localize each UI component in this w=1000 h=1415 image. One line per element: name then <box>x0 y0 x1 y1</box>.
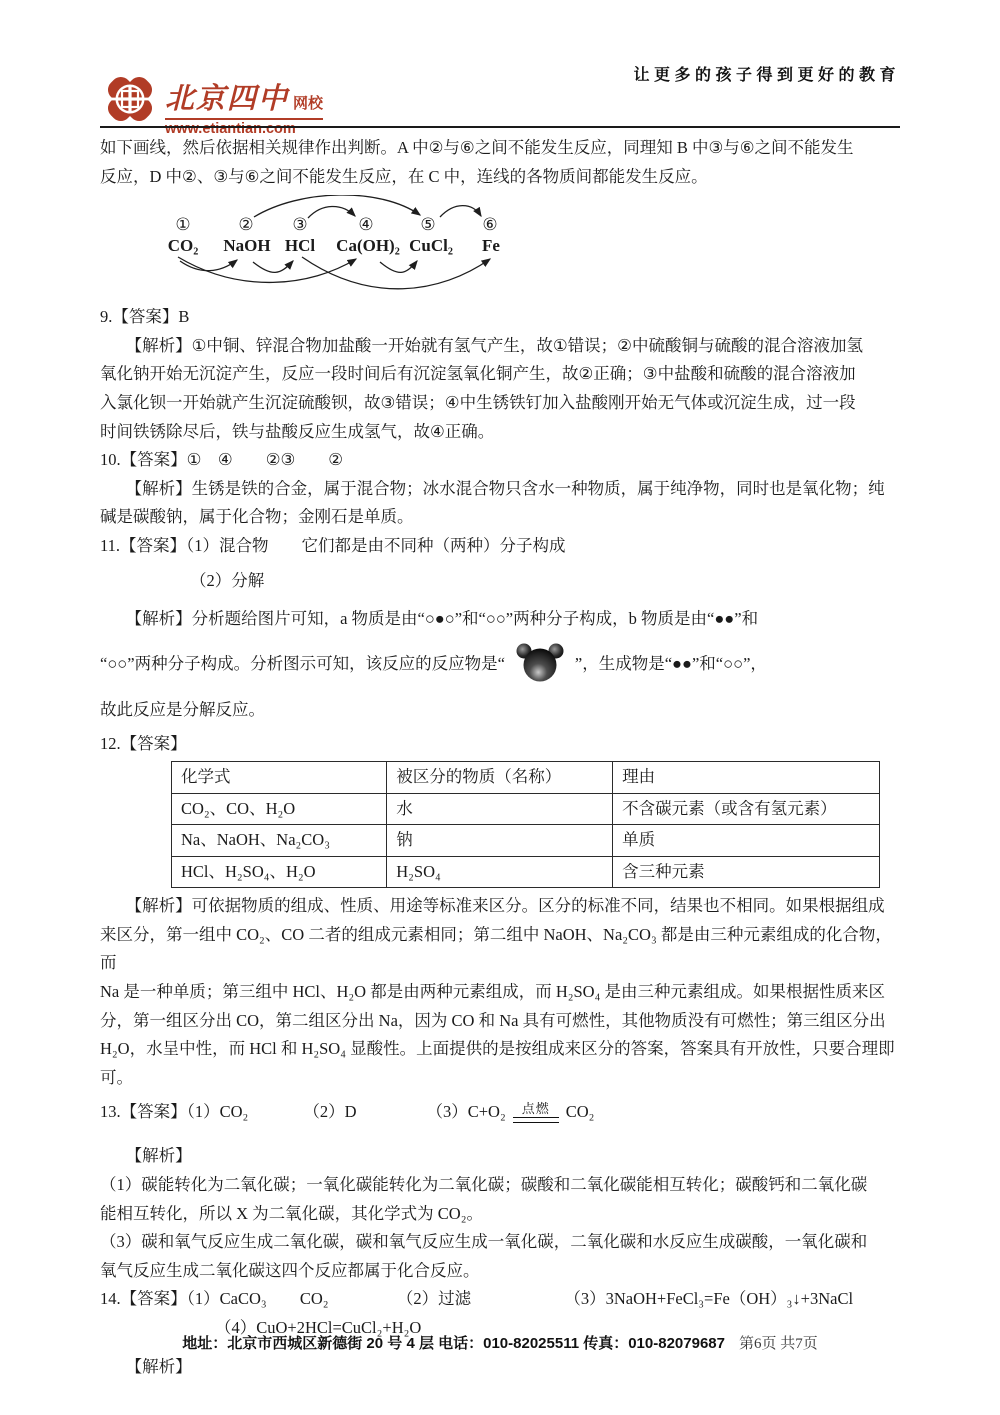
text-line: 【解析】可依据物质的组成、性质、用途等标准来区分。区分的标准不同，结果也不相同。如果根据组成 <box>125 896 885 916</box>
table-cell: 含三种元素 <box>613 856 880 888</box>
text-line: 反应，D 中②、③与⑥之间不能发生反应，在 C 中，连线的各物质间都能发生反应。 <box>100 166 708 186</box>
text-line: （1）碳能转化为二氧化碳；一氧化碳能转化为二氧化碳；碳酸和二氧化碳能相互转化；碳酸钙和二氧化碳 <box>100 1175 868 1195</box>
text-line: 氧气反应生成二氧化碳这四个反应都属于化合反应。 <box>100 1260 480 1280</box>
table-cell: H₂SO₄ <box>387 856 613 888</box>
text-line: H₂O，水呈中性，而 HCl 和 H₂SO₄ 显酸性。上面提供的是按组成来区分的答案，答案具有开放性，只要合理即 <box>100 1039 895 1059</box>
q11-answer-1: 11.【答案】（1）混合物 它们都是由不同种（两种）分子构成 <box>100 535 566 555</box>
text-line: 可。 <box>100 1067 133 1087</box>
diagram-formula-caoh2: Ca(OH)₂ <box>336 236 400 256</box>
page-footer <box>0 1332 1000 1353</box>
table-cell: Na、NaOH、Na₂CO₃ <box>172 825 387 857</box>
q9-analysis <box>100 332 900 446</box>
q11-analysis-after-molecule: ”，生成物是“●●”和“○○”， <box>574 654 767 674</box>
table-header-reason: 理由 <box>613 761 880 793</box>
table-cell: HCl、H₂SO₄、H₂O <box>172 856 387 888</box>
diagram-formula-cucl2: CuCl₂ <box>409 236 453 256</box>
diagram-number-3: ③ <box>292 215 308 235</box>
text-line: 时间铁锈除尽后，铁与盐酸反应生成氢气，故④正确。 <box>100 421 495 441</box>
diagram-number-5: ⑤ <box>420 215 436 235</box>
ignition-condition-label: 点燃 <box>521 1100 550 1116</box>
text-line: 碱是碳酸钠，属于化合物；金刚石是单质。 <box>100 507 414 527</box>
page-header <box>0 0 1000 137</box>
diagram-number-2: ② <box>238 215 254 235</box>
text-line: 入氯化钡一开始就产生沉淀硫酸钡，故③错误；④中生锈铁钉加入盐酸刚开始无气体或沉淀生成，过一段 <box>100 392 856 412</box>
diagram-formula-fe: Fe <box>482 236 500 256</box>
q10-answer: 10.【答案】① ④ ②③ ② <box>100 450 344 470</box>
table-header-row <box>172 761 880 793</box>
q13-answer-part3: （3）C+O₂ <box>426 1102 506 1122</box>
diagram-number-6: ⑥ <box>482 215 498 235</box>
molecule-model-icon <box>513 639 567 685</box>
header-rule <box>100 126 900 128</box>
q14-part3: （3）3NaOH+FeCl₃=Fe（OH）₃↓+3NaCl <box>564 1289 854 1309</box>
table-row <box>172 793 880 825</box>
q11-analysis-line-2 <box>100 634 900 696</box>
q14-answer-line-1 <box>100 1285 900 1314</box>
q14-answer-line-2: （4）CuO+2HCl=CuCl₂+H₂O <box>215 1318 422 1337</box>
table-cell: 单质 <box>613 825 880 857</box>
table-header-substance: 被区分的物质（名称） <box>387 761 613 793</box>
text-line: 分，第一组区分出 CO，第二组区分出 Na，因为 CO 和 Na 具有可燃性，其他物质没有可燃性；第三组区分出 <box>100 1010 886 1030</box>
q13-analysis-label: 【解析】 <box>125 1146 192 1166</box>
table-cell: CO₂、CO、H₂O <box>172 793 387 825</box>
q11-analysis-line-1: 【解析】分析题给图片可知，a 物质是由“○●○”和“○○”两种分子构成，b 物质是由“●●”和 <box>125 609 759 629</box>
footer-page-number: 第6页 共7页 <box>738 1336 818 1352</box>
q13-answer-part2: （2）D <box>303 1102 357 1122</box>
q12-answer-label: 12.【答案】 <box>100 734 187 754</box>
q13-answer-part1: 13.【答案】（1）CO₂ <box>100 1102 249 1122</box>
diagram-formula-hcl: HCl <box>284 236 316 256</box>
brand-url: www.etiantian.com <box>165 118 323 137</box>
double-equals-line <box>513 1117 559 1123</box>
q11-analysis-line-3: 故此反应是分解反应。 <box>100 699 265 719</box>
text-line: 能相互转化，所以 X 为二氧化碳，其化学式为 CO₂。 <box>100 1203 483 1223</box>
table-cell: 水 <box>387 793 613 825</box>
q13-answer-product: CO₂ <box>565 1102 595 1122</box>
diagram-number-1: ① <box>175 215 191 235</box>
q10-analysis <box>100 475 900 532</box>
q14-part1b: CO₂ <box>299 1289 329 1309</box>
q13-analysis <box>100 1171 900 1285</box>
q14-part2: （2）过滤 <box>396 1289 472 1309</box>
q12-table <box>171 761 880 888</box>
text-line: Na 是一种单质；第三组中 HCl、H₂O 都是由两种元素组成，而 H₂SO₄ 是由三种元素组成。如果根据性质来区 <box>100 982 885 1002</box>
text-line: 氧化钠开始无沉淀产生，反应一段时间后有沉淀氢氧化铜产生，故②正确；③中盐酸和硫酸的混合溶液加 <box>100 364 856 384</box>
brand-name: 北京四中 <box>165 83 290 115</box>
header-slogan: 让更多的孩子得到更好的教育 <box>633 67 900 84</box>
diagram-formula-co2: CO₂ <box>167 236 199 256</box>
ignition-condition-equals <box>513 1102 559 1123</box>
footer-contact: 地址：北京市西城区新德街 20 号 4 层 电话：010-82025511 传真：010-82079687 <box>182 1335 725 1352</box>
school-emblem-icon <box>103 72 157 126</box>
reaction-diagram <box>150 195 580 291</box>
q13-answer <box>100 1092 900 1132</box>
brand-suffix: 网校 <box>293 95 324 112</box>
q9-answer: 9.【答案】B <box>100 307 190 327</box>
text-line: （3）碳和氧气反应生成二氧化碳，碳和氧气反应生成一氧化碳，二氧化碳和水反应生成碳酸，一氧化碳和 <box>100 1232 868 1252</box>
text-line: 【解析】①中铜、锌混合物加盐酸一开始就有氢气产生，故①错误；②中硫酸铜与硫酸的混合溶液加氢 <box>125 335 863 355</box>
table-cell: 不含碳元素（或含有氢元素） <box>613 793 880 825</box>
text-line: 【解析】生锈是铁的合金，属于混合物；冰水混合物只含水一种物质，属于纯净物，同时也是氧化物；纯 <box>125 478 885 498</box>
intro-paragraph <box>100 134 900 191</box>
q11-analysis-before-molecule: “○○”两种分子构成。分析图示可知，该反应的反应物是“ <box>100 654 505 674</box>
document-body <box>0 128 1000 1381</box>
q14-part1: 14.【答案】（1）CaCO₃ <box>100 1289 267 1309</box>
diagram-number-4: ④ <box>358 215 374 235</box>
text-line: 来区分，第一组中 CO₂、CO 二者的组成元素相同；第二组中 NaOH、Na₂CO₃ 都是由三种元素组成的化合物，而 <box>100 924 892 973</box>
q12-analysis <box>100 892 900 1092</box>
table-row <box>172 825 880 857</box>
table-cell: 钠 <box>387 825 613 857</box>
table-header-formula: 化学式 <box>172 761 387 793</box>
q11-answer-2: （2）分解 <box>190 570 265 590</box>
q14-analysis-label: 【解析】 <box>125 1356 192 1376</box>
table-row <box>172 856 880 888</box>
diagram-formula-naoh: NaOH <box>223 236 271 256</box>
text-line: 如下画线，然后依据相关规律作出判断。A 中②与⑥之间不能发生反应，同理知 B 中③与⑥之间不能发生 <box>100 138 854 157</box>
